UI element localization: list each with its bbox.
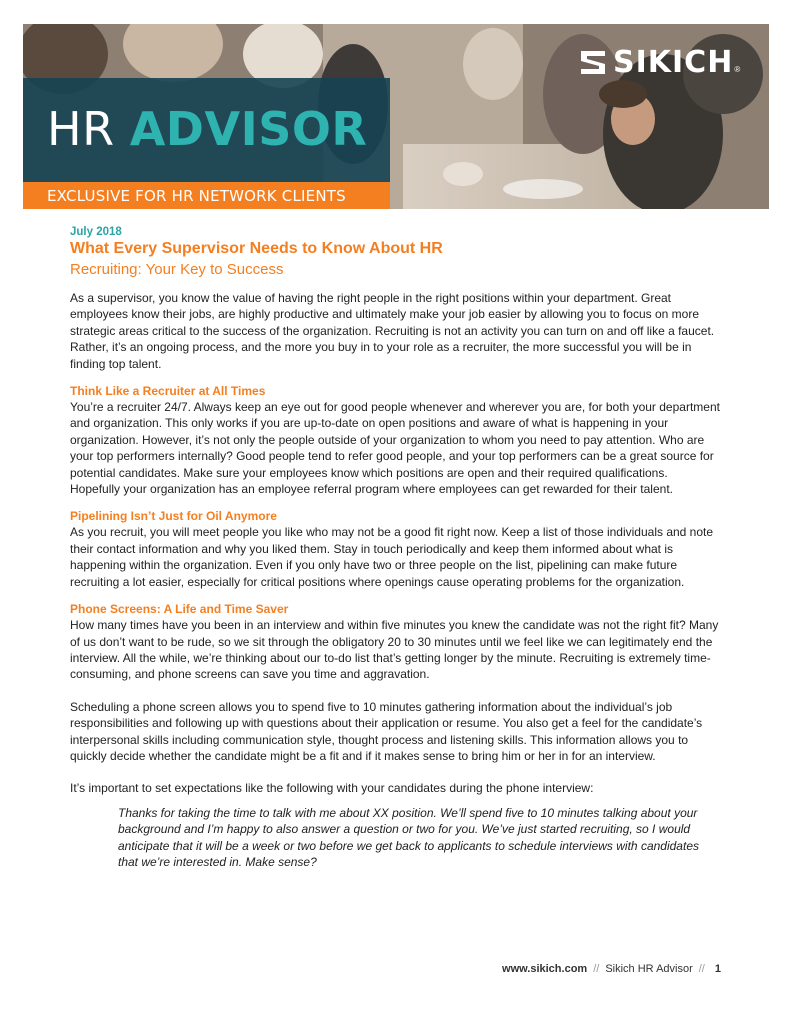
section-paragraph: How many times have you been in an interview and within five minutes you knew the candidate was not the right fit? Many of us don’t want to be rude, so we sit through the obligatory 20 to 30 minutes until we feel like we can legitimately end the interview. All the while, we’re thinking about our to-do list that’s getting longer by the minute. Recruiting is extremely time-consuming, and phone screens can save you time and aggravation.	[70, 618, 719, 682]
logo-trademark: ®	[734, 65, 741, 74]
title-part-advisor: ADVISOR	[129, 102, 368, 156]
footer-website-link[interactable]: www.sikich.com	[502, 963, 588, 975]
sikich-logo	[579, 44, 740, 80]
header-banner	[23, 24, 769, 209]
section-paragraph: As you recruit, you will meet people you like who may not be a good fit right now. Keep a list of those individuals and note their contact information and why you liked them. Stay in touch periodically and keep them informed about what is happening within the organization. Even if you only have two or three people on the list, pipelining can make future recruiting a lot easier, especially for critical positions where openings cause operating problems for the organization.	[70, 525, 714, 589]
sikich-logo-mark-icon	[579, 47, 607, 77]
exclusive-label: EXCLUSIVE FOR HR NETWORK CLIENTS	[47, 187, 346, 205]
section-paragraph: It’s important to set expectations like the following with your candidates during the phone interview:	[70, 781, 594, 796]
section-heading: Think Like a Recruiter at All Times	[70, 384, 266, 399]
page-number: 1	[714, 963, 721, 975]
article-headline: What Every Supervisor Needs to Know About HR	[70, 240, 443, 257]
publication-title	[47, 102, 368, 156]
page-footer	[502, 963, 721, 975]
title-box	[23, 78, 390, 182]
footer-separator: //	[698, 963, 705, 975]
footer-publication: Sikich HR Advisor	[605, 963, 693, 975]
title-part-hr: HR	[47, 102, 130, 156]
issue-date: July 2018	[70, 226, 122, 238]
logo-text: SIKICH	[613, 44, 734, 80]
article-subheadline: Recruiting: Your Key to Success	[70, 261, 284, 278]
sample-script-quote: Thanks for taking the time to talk with me about XX position. We’ll spend five to 10 minutes talking about your background and I’m happy to also answer a question or two for you. We’ve just started recruiting, so I would anticipate that it will be a week or two before we get back to applicants to schedule interviews with candidates that we’re interested in. Make sense?	[118, 805, 699, 869]
section-paragraph: Scheduling a phone screen allows you to spend five to 10 minutes gathering information about the individual’s job responsibilities and following up with questions about their application or resume. You also get a feel for the candidate’s interpersonal skills including communication style, thought process and listening skills. This information allows you to quickly decide whether the candidate might be a fit and if it makes sense to bring him or her in for an interview.	[70, 699, 703, 763]
article	[70, 226, 720, 870]
section-heading: Phone Screens: A Life and Time Saver	[70, 602, 289, 617]
footer-separator: //	[593, 963, 600, 975]
section-heading: Pipelining Isn’t Just for Oil Anymore	[70, 509, 277, 524]
intro-paragraph: As a supervisor, you know the value of having the right people in the right positions within your department. Great employees know their jobs, are highly productive and ultimately make your job easier by allowing you to focus on more strategic areas critical to the success of the organization. Recruiting is not an activity you can turn on and off like a faucet. Rather, it’s an ongoing process, and the more you buy in to your role as a recruiter, the more successful you will be in finding top talent.	[70, 291, 715, 371]
section-paragraph: You’re a recruiter 24/7. Always keep an eye out for good people whenever and wherever you are, for both your department and organization. This only works if you are up-to-date on open positions and aware of what is happening in your organization. However, it’s not only the people outside of your organization to whom you need to pay attention. Who are your top performers internally? Good people tend to refer good people, and your top performers can be a great source for potential candidates. Make sure your employees know which positions are open and their required qualifications. Hopefully your organization has an employee referral program where employees can get rewarded for their talent.	[70, 400, 720, 497]
exclusive-bar	[23, 182, 390, 209]
